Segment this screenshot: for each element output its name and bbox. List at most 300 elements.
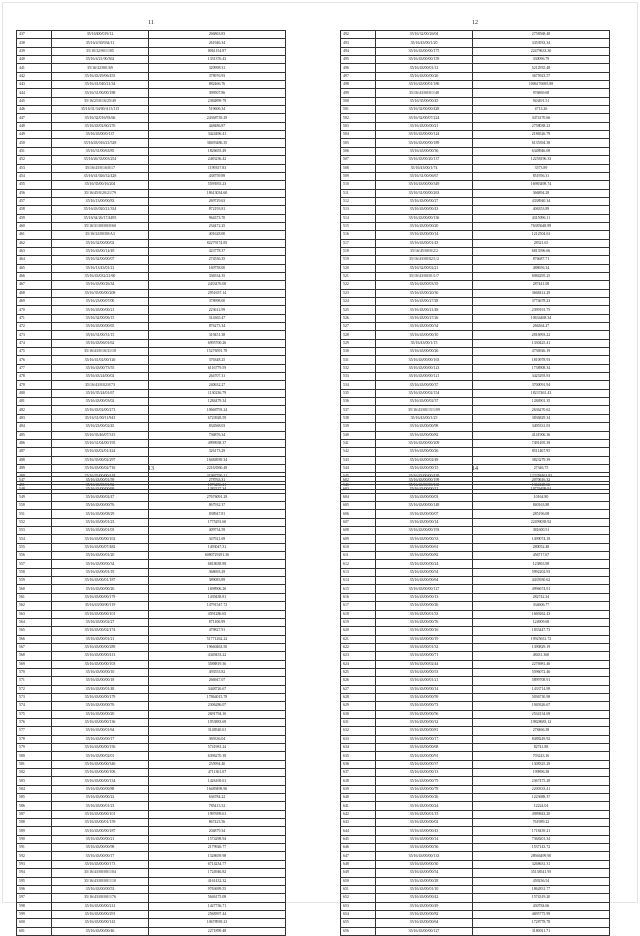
table-row xyxy=(341,735,610,743)
amount-cell: 280052.48 xyxy=(473,543,610,551)
code-cell: 35/16300/019/12 xyxy=(52,31,149,39)
row-number-cell: 552 xyxy=(17,518,52,526)
table-row xyxy=(17,860,286,868)
table-row xyxy=(341,802,610,810)
row-number-cell: 586 xyxy=(17,802,52,810)
table-row xyxy=(341,189,610,197)
table-row xyxy=(341,247,610,255)
amount-cell: 376348.25 xyxy=(149,356,286,364)
table-row xyxy=(341,585,610,593)
row-number-cell: 584 xyxy=(17,785,52,793)
amount-cell: 448486.87 xyxy=(149,122,286,130)
table-row xyxy=(341,314,610,322)
code-cell: 35/16/43/00/00/13 xyxy=(376,769,473,777)
code-cell: 35/16/43/00/00/199 xyxy=(376,477,473,485)
row-number-cell: 473 xyxy=(17,331,52,339)
row-number-cell: 553 xyxy=(17,527,52,535)
row-number-cell: 602 xyxy=(341,477,376,485)
table-row xyxy=(341,785,610,793)
amount-cell: 19776499.91 xyxy=(473,485,610,493)
row-number-cell: 458 xyxy=(17,206,52,214)
table-row xyxy=(341,910,610,918)
code-cell: 35/16/43/02/00/273 xyxy=(52,406,149,414)
table-row xyxy=(341,81,610,89)
table-row xyxy=(341,885,610,893)
row-number-cell: 519 xyxy=(341,256,376,264)
amount-cell: 19925631.72 xyxy=(473,635,610,643)
code-cell: 35/16/31/04/00/195 xyxy=(52,439,149,447)
row-number-cell: 462 xyxy=(17,239,52,247)
table-row xyxy=(17,652,286,660)
table-row xyxy=(341,164,610,172)
amount-cell: 5596072.46 xyxy=(473,668,610,676)
row-number-cell: 593 xyxy=(17,860,52,868)
amount-cell: 7368201.34 xyxy=(473,835,610,843)
code-cell: 35/16/43/00/00/98 xyxy=(376,423,473,431)
amount-cell: 12224.04 xyxy=(473,802,610,810)
code-cell: 35/16/43/00/01/59 xyxy=(52,477,149,485)
amount-cell: 6813596.66 xyxy=(473,247,610,255)
amount-cell: 2276981.46 xyxy=(473,660,610,668)
table-row xyxy=(17,827,286,835)
row-number-cell: 568 xyxy=(17,652,52,660)
table-row xyxy=(17,331,286,339)
table-row xyxy=(341,139,610,147)
code-cell: 35/16/43/00/00/163 xyxy=(376,356,473,364)
row-number-cell: 610 xyxy=(341,543,376,551)
table-row xyxy=(17,89,286,97)
table-row xyxy=(17,364,286,372)
code-cell: 35/16/31/00/31/15 xyxy=(52,331,149,339)
row-number-cell: 556 xyxy=(17,552,52,560)
table-row xyxy=(17,885,286,893)
amount-cell: 1728778.78 xyxy=(473,919,610,927)
row-number-cell: 492 xyxy=(341,31,376,39)
code-cell: 35/16/43/00/00/37 xyxy=(376,760,473,768)
code-cell: 35/16/43/00/00/17 xyxy=(52,735,149,743)
code-cell: 35/16/23/00/07/00 xyxy=(52,298,149,306)
code-cell: 35/16/43/00/00/71 xyxy=(376,652,473,660)
table-row xyxy=(17,289,286,297)
table-row xyxy=(341,744,610,752)
table-row xyxy=(17,81,286,89)
row-number-cell: 647 xyxy=(341,852,376,860)
amount-cell: 19660463.50 xyxy=(149,643,286,651)
code-cell: 35/16/43/00/00/76 xyxy=(376,618,473,626)
row-number-cell: 599 xyxy=(17,910,52,918)
code-cell: 35/16/43/00/01/23 xyxy=(52,802,149,810)
code-cell: 35/16/43/00/21/48 xyxy=(376,306,473,314)
row-number-cell: 543 xyxy=(341,456,376,464)
code-cell: 35/16/43/02/60/270 xyxy=(52,122,149,130)
table-row xyxy=(17,660,286,668)
table-row xyxy=(17,314,286,322)
amount-cell: 5036730.98 xyxy=(473,693,610,701)
table-row xyxy=(17,214,286,222)
amount-cell: 381600.51 xyxy=(473,527,610,535)
amount-cell: 389083.89 xyxy=(149,577,286,585)
sheet-title: 14 xyxy=(472,466,478,472)
table-row xyxy=(17,602,286,610)
table-row xyxy=(341,777,610,785)
row-number-cell: 447 xyxy=(17,114,52,122)
amount-cell: 3448726.67 xyxy=(149,685,286,693)
table-row xyxy=(17,560,286,568)
code-cell: 35/16/43/00/00/46 xyxy=(52,927,149,935)
row-number-cell: 603 xyxy=(341,485,376,493)
row-number-cell: 565 xyxy=(17,627,52,635)
amount-cell: 369336.04 xyxy=(149,735,286,743)
amount-cell: 31997750.21 xyxy=(149,473,286,481)
row-number-cell: 551 xyxy=(17,510,52,518)
code-cell: 35/16/43/00/01/186 xyxy=(376,81,473,89)
code-cell: 35/16/43/00/01/187 xyxy=(52,577,149,585)
row-number-cell: 508 xyxy=(341,164,376,172)
code-cell: 35/16/43/00/00/82 xyxy=(376,910,473,918)
table-row xyxy=(17,47,286,55)
code-cell: 35/16/35/00/00/418 xyxy=(52,473,149,481)
ledger-table xyxy=(16,30,286,490)
code-cell: 35/16/43/00/00/76 xyxy=(52,702,149,710)
amount-cell: 48431.360 xyxy=(473,652,610,660)
code-cell: 35/16/43/00/01/64 xyxy=(52,727,149,735)
table-row xyxy=(17,406,286,414)
row-number-cell: 588 xyxy=(17,819,52,827)
code-cell: 35/16/43/00/0/1/48 xyxy=(376,89,473,97)
amount-cell: 2636270.62 xyxy=(473,406,610,414)
table-row xyxy=(17,635,286,643)
table-row xyxy=(17,389,286,397)
amount-cell: 456717.67 xyxy=(473,552,610,560)
row-number-cell: 449 xyxy=(17,131,52,139)
row-number-cell: 654 xyxy=(341,910,376,918)
code-cell: 35/16/4/21/00/362 xyxy=(52,56,149,64)
table-row xyxy=(17,835,286,843)
amount-cell: 1537143.72 xyxy=(473,844,610,852)
amount-cell: 1997699.61 xyxy=(149,810,286,818)
table-row xyxy=(17,668,286,676)
amount-cell: 851956.31 xyxy=(473,172,610,180)
code-cell: 35/16/43/00/00/133 xyxy=(376,852,473,860)
amount-cell: 6080729291.36 xyxy=(149,552,286,560)
code-cell: 35/16/43/00/00/59 xyxy=(376,693,473,701)
code-cell: 35/16/43/00/00/143 xyxy=(52,919,149,927)
amount-cell: 2951657.14 xyxy=(149,289,286,297)
code-cell: 35/16/43/00/01/19 xyxy=(52,568,149,576)
table-row xyxy=(341,718,610,726)
amount-cell: 19828683.12 xyxy=(473,718,610,726)
amount-cell: 3474170.66 xyxy=(473,114,610,122)
amount-cell: 4349453.22 xyxy=(149,652,286,660)
code-cell: 35/16/43/00/00/24 xyxy=(376,802,473,810)
row-number-cell: 609 xyxy=(341,535,376,543)
code-cell: 35/16/43/00/00/73 xyxy=(376,702,473,710)
code-cell: 35/16/43/00/00/121 xyxy=(376,373,473,381)
row-number-cell: 651 xyxy=(341,885,376,893)
row-number-cell: 548 xyxy=(17,485,52,493)
code-cell: 35/16/43/00/02/716 xyxy=(52,464,149,472)
row-number-cell: 459 xyxy=(17,214,52,222)
row-number-cell: 454 xyxy=(17,172,52,180)
amount-cell: 6984295.25 xyxy=(473,272,610,280)
row-number-cell: 499 xyxy=(341,89,376,97)
row-number-cell: 471 xyxy=(17,314,52,322)
row-number-cell: 460 xyxy=(17,222,52,230)
table-row xyxy=(341,356,610,364)
row-number-cell: 537 xyxy=(341,406,376,414)
table-row xyxy=(17,485,286,493)
amount-cell: 1574298.94 xyxy=(149,835,286,843)
row-number-cell: 542 xyxy=(341,448,376,456)
code-cell: 35/16/34/26/17/4495 xyxy=(52,214,149,222)
code-cell: 35/16/43/020/21/334 xyxy=(52,206,149,214)
row-number-cell: 464 xyxy=(17,256,52,264)
table-row xyxy=(341,485,610,493)
table-row xyxy=(341,919,610,927)
row-number-cell: 442 xyxy=(17,72,52,80)
row-number-cell: 582 xyxy=(17,769,52,777)
row-number-cell: 511 xyxy=(341,189,376,197)
amount-cell: 1076456.21 xyxy=(149,481,286,489)
amount-cell: 1669262.43 xyxy=(473,610,610,618)
row-number-cell: 549 xyxy=(17,493,52,501)
amount-cell: 2306286.07 xyxy=(149,702,286,710)
row-number-cell: 589 xyxy=(17,827,52,835)
table-row xyxy=(341,535,610,543)
code-cell: 35/16/43/00/00/21 xyxy=(52,306,149,314)
code-cell: 35/16/35/00/16/204 xyxy=(52,181,149,189)
table-row xyxy=(17,197,286,205)
code-cell: 35/16/43/00/00/439 xyxy=(376,473,473,481)
row-number-cell: 444 xyxy=(17,89,52,97)
row-number-cell: 513 xyxy=(341,206,376,214)
row-number-cell: 617 xyxy=(341,602,376,610)
code-cell: 35/16/41/040/21/34 xyxy=(52,81,149,89)
code-cell: 35/16/43/00/00/349 xyxy=(376,181,473,189)
row-number-cell: 466 xyxy=(17,272,52,280)
table-row xyxy=(341,181,610,189)
table-row xyxy=(341,627,610,635)
amount-cell: 169758.00 xyxy=(149,264,286,272)
table-row xyxy=(341,852,610,860)
row-number-cell: 498 xyxy=(341,81,376,89)
table-row xyxy=(17,568,286,576)
table-row xyxy=(341,39,610,47)
table-row xyxy=(17,39,286,47)
code-cell: 35/16/43/00/00/159 xyxy=(376,56,473,64)
table-row xyxy=(17,323,286,331)
amount-cell: 8488249.92 xyxy=(473,735,610,743)
code-cell: 35/16/43/00/03/02 xyxy=(52,398,149,406)
amount-cell: 266863.83 xyxy=(149,31,286,39)
row-number-cell: 496 xyxy=(341,64,376,72)
row-number-cell: 634 xyxy=(341,744,376,752)
code-cell: 35/16/43/00/00/1/10 xyxy=(52,877,149,885)
code-cell: 35/16/43/0/02/0/73 xyxy=(52,381,149,389)
amount-cell: 368693.29 xyxy=(149,568,286,576)
table-row xyxy=(341,660,610,668)
row-number-cell: 656 xyxy=(341,927,376,935)
code-cell: 35/16/43/00/00/82 xyxy=(376,431,473,439)
code-cell: 35/16/43/00/00/53 xyxy=(376,668,473,676)
row-number-cell: 628 xyxy=(341,693,376,701)
row-number-cell: 527 xyxy=(341,323,376,331)
amount-cell: 1738908.34 xyxy=(473,364,610,372)
row-number-cell: 611 xyxy=(341,552,376,560)
amount-cell: 274536.35 xyxy=(149,256,286,264)
row-number-cell: 630 xyxy=(341,710,376,718)
code-cell: 35/16/43/00/01/48 xyxy=(52,685,149,693)
table-row xyxy=(341,727,610,735)
table-row xyxy=(341,810,610,818)
amount-cell: 27346.75 xyxy=(473,464,610,472)
code-cell: 35/16/43/00/00/91 xyxy=(376,752,473,760)
code-cell: 35/16/43/00/01/12 xyxy=(376,64,473,72)
table-row xyxy=(341,877,610,885)
row-number-cell: 590 xyxy=(17,835,52,843)
amount-cell: 1775291.60 xyxy=(149,518,286,526)
amount-cell: 204879.34 xyxy=(149,827,286,835)
table-row xyxy=(17,535,286,543)
row-number-cell: 529 xyxy=(341,339,376,347)
code-cell: 35/16/43/0/16/31/18 xyxy=(52,348,149,356)
table-row xyxy=(17,131,286,139)
amount-cell: 838947.81 xyxy=(149,510,286,518)
code-cell: 35/16/43/00/0/137 xyxy=(52,131,149,139)
code-cell: 35/16/43/00/00/102 xyxy=(52,535,149,543)
code-cell: 35/16/43/00/00/61 xyxy=(376,543,473,551)
table-row xyxy=(341,106,610,114)
table-row xyxy=(341,869,610,877)
code-cell: 35/16/43/00/01/10 xyxy=(376,885,473,893)
table-row xyxy=(341,835,610,843)
code-cell: 35/16/43/00/00/106 xyxy=(52,769,149,777)
amount-cell: 3588819.36 xyxy=(149,660,286,668)
code-cell: 35/16/43/00/00/68 xyxy=(376,744,473,752)
amount-cell: 1308325.29 xyxy=(473,760,610,768)
row-number-cell: 562 xyxy=(17,602,52,610)
table-row xyxy=(341,543,610,551)
table-row xyxy=(17,122,286,130)
code-cell: 35/16/43/00/01/32 xyxy=(376,643,473,651)
amount-cell: 12258196.33 xyxy=(473,156,610,164)
code-cell: 35/16/43/00/1/20 xyxy=(376,39,473,47)
amount-cell: 82741.88 xyxy=(473,744,610,752)
row-number-cell: 485 xyxy=(17,431,52,439)
table-row xyxy=(17,819,286,827)
table-row xyxy=(341,423,610,431)
amount-cell: 2758038.23 xyxy=(473,122,610,130)
code-cell: 35/16/43/00/02/37 xyxy=(376,398,473,406)
table-row xyxy=(341,560,610,568)
code-cell: 35/10/32/001/185 xyxy=(52,47,149,55)
amount-cell: 18237461.43 xyxy=(473,389,610,397)
table-row xyxy=(341,677,610,685)
code-cell: 35/16/43/00/00/26 xyxy=(376,602,473,610)
row-number-cell: 450 xyxy=(17,139,52,147)
code-cell: 35/16/32/00/26/04 xyxy=(376,31,473,39)
code-cell: 35/16/45/0/20/21/79 xyxy=(52,189,149,197)
row-number-cell: 573 xyxy=(17,693,52,701)
code-cell: 35/16/43/00/02/01 xyxy=(52,752,149,760)
row-number-cell: 457 xyxy=(17,197,52,205)
code-cell: 35/16/43/00/02/1/2 xyxy=(376,256,473,264)
table-row xyxy=(341,381,610,389)
row-number-cell: 640 xyxy=(341,794,376,802)
amount-cell: 5646175.08 xyxy=(149,894,286,902)
table-row xyxy=(17,114,286,122)
table-row xyxy=(17,164,286,172)
row-number-cell: 557 xyxy=(17,560,52,568)
table-row xyxy=(17,189,286,197)
row-number-cell: 595 xyxy=(17,877,52,885)
amount-cell: 336534.35 xyxy=(149,272,286,280)
table-row xyxy=(17,431,286,439)
code-cell: 35/16/32/00/06/15 xyxy=(52,314,149,322)
amount-cell: 2399191.75 xyxy=(473,306,610,314)
table-row xyxy=(17,752,286,760)
amount-cell: 1426169.61 xyxy=(149,777,286,785)
table-row xyxy=(17,439,286,447)
code-cell: 35/16/35/00/02/297 xyxy=(52,456,149,464)
code-cell: 35/16/43/00/02/27 xyxy=(52,618,149,626)
row-number-cell: 639 xyxy=(341,785,376,793)
table-sheet-13 xyxy=(16,462,286,936)
table-row xyxy=(341,693,610,701)
amount-cell: 285196.08 xyxy=(473,510,610,518)
row-number-cell: 475 xyxy=(17,348,52,356)
table-row xyxy=(17,727,286,735)
amount-cell: 378998.00 xyxy=(149,298,286,306)
table-row xyxy=(17,593,286,601)
table-row xyxy=(341,298,610,306)
row-number-cell: 608 xyxy=(341,527,376,535)
code-cell: 35/16/43/00/00/54 xyxy=(376,568,473,576)
row-number-cell: 497 xyxy=(341,72,376,80)
code-cell: 35/16/43/00/00/22 xyxy=(52,794,149,802)
row-number-cell: 641 xyxy=(341,802,376,810)
row-number-cell: 619 xyxy=(341,618,376,626)
row-number-cell: 631 xyxy=(341,718,376,726)
code-cell: 35/16/43/00/00/173 xyxy=(52,860,149,868)
table-row xyxy=(17,894,286,902)
table-row xyxy=(341,685,610,693)
row-number-cell: 559 xyxy=(17,577,52,585)
code-cell: 35/16/43/00/00/69 xyxy=(52,485,149,493)
row-number-cell: 560 xyxy=(17,585,52,593)
row-number-cell: 468 xyxy=(17,289,52,297)
table-row xyxy=(341,439,610,447)
code-cell: 35/16/43/00/02/154 xyxy=(376,389,473,397)
table-row xyxy=(17,852,286,860)
code-cell: 35/16/43/00/00/03 xyxy=(376,493,473,501)
row-number-cell: 648 xyxy=(341,860,376,868)
amount-cell: 4591286.65 xyxy=(149,610,286,618)
amount-cell: 1284901.35 xyxy=(473,398,610,406)
table-row xyxy=(341,147,610,155)
code-cell: 35/16/43/00/00/20 xyxy=(52,710,149,718)
amount-cell: 4141906.36 xyxy=(473,431,610,439)
table-row xyxy=(341,97,610,105)
amount-cell: 266364.27 xyxy=(473,323,610,331)
table-row xyxy=(17,802,286,810)
table-row xyxy=(17,339,286,347)
amount-cell: 872193.81 xyxy=(149,206,286,214)
code-cell: 35/16/32/00/00/A3 xyxy=(52,231,149,239)
code-cell: 35/16/43/00/01/43 xyxy=(376,239,473,247)
amount-cell: 1718439.21 xyxy=(473,827,610,835)
amount-cell: 28321.65 xyxy=(473,239,610,247)
